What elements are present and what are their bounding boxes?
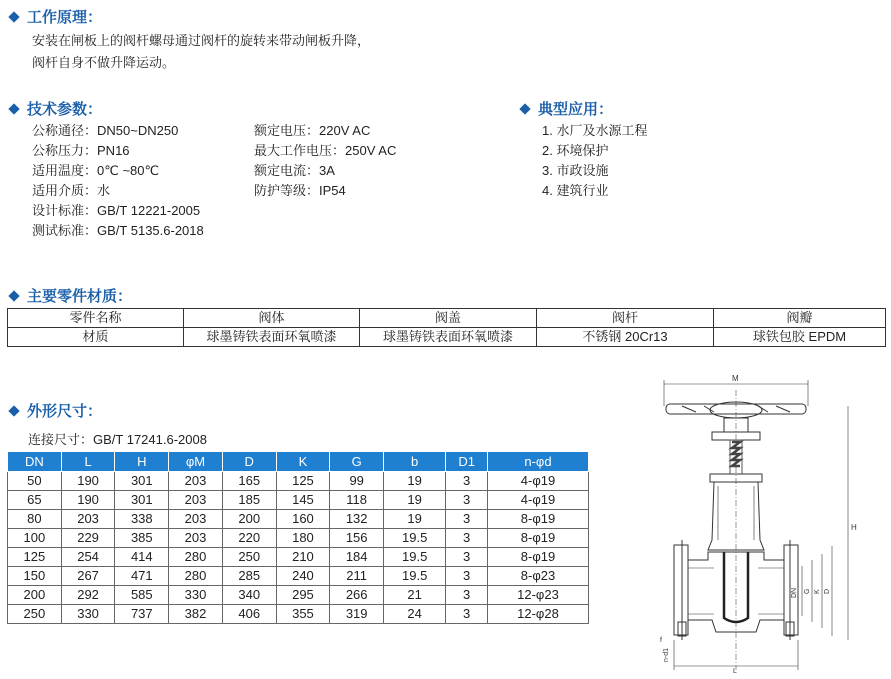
table-cell: 585: [115, 586, 169, 605]
tech-heading: [10, 98, 102, 119]
table-cell: 24: [384, 605, 446, 624]
table-cell: 4-φ19: [487, 472, 588, 491]
table-cell: 229: [61, 529, 115, 548]
table-cell: 4-φ19: [487, 491, 588, 510]
table-cell: 190: [61, 491, 115, 510]
column-header: D: [222, 452, 276, 472]
table-cell: 145: [276, 491, 330, 510]
param-value: GB/T 5135.6-2018: [97, 223, 204, 238]
table-cell: 414: [115, 548, 169, 567]
param-value: PN16: [97, 143, 130, 158]
table-row: [8, 548, 589, 567]
table-cell: 80: [8, 510, 62, 529]
principle-line-1: 安装在闸板上的阀杆螺母通过阀杆的旋转来带动闸板升降，: [32, 33, 371, 48]
column-header: K: [276, 452, 330, 472]
table-cell: 阀瓣: [714, 309, 886, 328]
table-header-row: [8, 452, 589, 472]
table-cell: 阀杆: [537, 309, 714, 328]
app-item: 4. 建筑行业: [542, 183, 609, 198]
param-value: 220V AC: [319, 123, 371, 138]
table-cell: 340: [222, 586, 276, 605]
table-cell: 185: [222, 491, 276, 510]
table-cell: 292: [61, 586, 115, 605]
table-cell: 355: [276, 605, 330, 624]
table-cell: 3: [446, 491, 488, 510]
table-cell: 203: [169, 529, 223, 548]
table-row: [8, 586, 589, 605]
table-row: [8, 328, 886, 347]
label-l: L: [733, 668, 737, 675]
table-cell: 125: [276, 472, 330, 491]
table-cell: 8-φ23: [487, 567, 588, 586]
table-cell: 203: [169, 510, 223, 529]
table-cell: 203: [61, 510, 115, 529]
table-cell: 250: [222, 548, 276, 567]
param-value: IP54: [319, 183, 346, 198]
app-item: 1. 水厂及水源工程: [542, 123, 648, 138]
tech-param: [254, 181, 396, 201]
table-cell: 160: [276, 510, 330, 529]
tech-param: [32, 181, 204, 201]
table-cell: 50: [8, 472, 62, 491]
table-row: [8, 491, 589, 510]
table-cell: 220: [222, 529, 276, 548]
principle-line-2: 阀杆自身不做升降运动。: [32, 55, 176, 70]
table-cell: 阀体: [184, 309, 360, 328]
table-cell: 150: [8, 567, 62, 586]
table-cell: 280: [169, 548, 223, 567]
tech-param: [32, 201, 204, 221]
table-cell: 球墨铸铁表面环氧喷漆: [360, 328, 537, 347]
param-value: 0℃ ~80℃: [97, 163, 160, 178]
table-cell: 200: [222, 510, 276, 529]
table-cell: 737: [115, 605, 169, 624]
table-cell: 266: [330, 586, 384, 605]
dims-heading: [10, 400, 102, 421]
table-cell: 19: [384, 491, 446, 510]
table-cell: 21: [384, 586, 446, 605]
table-cell: 190: [61, 472, 115, 491]
diamond-bullet-icon: [519, 103, 530, 114]
tech-right-list: [254, 121, 396, 201]
table-cell: 19: [384, 510, 446, 529]
table-cell: 3: [446, 472, 488, 491]
param-key: 防护等级：: [254, 183, 320, 198]
param-key: 测试标准：: [32, 223, 98, 238]
label-f: f: [660, 637, 662, 644]
column-header: b: [384, 452, 446, 472]
app-item: 2. 环境保护: [542, 143, 609, 158]
label-dn: DN: [791, 587, 798, 598]
table-cell: 12-φ28: [487, 605, 588, 624]
table-cell: 19.5: [384, 567, 446, 586]
table-cell: 8-φ19: [487, 548, 588, 567]
table-cell: 3: [446, 548, 488, 567]
table-cell: 210: [276, 548, 330, 567]
param-key: 最大工作电压：: [254, 143, 346, 158]
valve-drawing: [652, 370, 888, 675]
table-cell: 12-φ23: [487, 586, 588, 605]
param-value: GB/T 12221-2005: [97, 203, 201, 218]
table-cell: 203: [169, 491, 223, 510]
app-item: 3. 市政设施: [542, 163, 609, 178]
table-cell: 3: [446, 605, 488, 624]
materials-table: [7, 308, 886, 347]
connect-standard: 连接尺寸：GB/T 17241.6-2008: [28, 432, 207, 447]
column-header: DN: [8, 452, 62, 472]
table-cell: 254: [61, 548, 115, 567]
tech-param: [32, 161, 204, 181]
table-cell: 330: [61, 605, 115, 624]
param-value: 3A: [319, 163, 335, 178]
table-cell: 100: [8, 529, 62, 548]
table-cell: 材质: [8, 328, 184, 347]
table-row: [8, 510, 589, 529]
table-cell: 338: [115, 510, 169, 529]
table-cell: 19.5: [384, 529, 446, 548]
table-cell: 382: [169, 605, 223, 624]
param-key: 适用介质：: [32, 183, 98, 198]
table-cell: 8-φ19: [487, 529, 588, 548]
table-cell: 267: [61, 567, 115, 586]
param-key: 额定电压：: [254, 123, 320, 138]
table-cell: 184: [330, 548, 384, 567]
tech-param: [32, 221, 204, 241]
label-g: G: [804, 588, 811, 594]
stem-thread: [732, 442, 740, 466]
table-row: [8, 605, 589, 624]
label-m: M: [732, 374, 739, 383]
principle-heading: [10, 6, 102, 27]
param-key: 设计标准：: [32, 203, 98, 218]
materials-title: 主要零件材质：: [27, 288, 133, 305]
column-header: G: [330, 452, 384, 472]
label-k: K: [814, 589, 821, 594]
tech-param: [254, 141, 396, 161]
label-d: D: [824, 588, 831, 594]
dims-title: 外形尺寸：: [27, 403, 103, 420]
table-cell: 285: [222, 567, 276, 586]
table-cell: 319: [330, 605, 384, 624]
apps-list: [542, 121, 647, 201]
param-key: 额定电流：: [254, 163, 320, 178]
table-cell: 3: [446, 586, 488, 605]
tech-param: [254, 161, 396, 181]
table-cell: 301: [115, 472, 169, 491]
table-row: [8, 567, 589, 586]
table-row: [8, 472, 589, 491]
table-cell: 203: [169, 472, 223, 491]
table-cell: 132: [330, 510, 384, 529]
param-key: 适用温度：: [32, 163, 98, 178]
tech-left-list: [32, 121, 204, 241]
tech-param: [32, 141, 204, 161]
table-cell: 211: [330, 567, 384, 586]
table-cell: 165: [222, 472, 276, 491]
table-cell: 阀盖: [360, 309, 537, 328]
table-cell: 180: [276, 529, 330, 548]
column-header: H: [115, 452, 169, 472]
dimensions-table: [7, 451, 589, 624]
table-cell: 19.5: [384, 548, 446, 567]
param-value: DN50~DN250: [97, 123, 179, 138]
diamond-bullet-icon: [8, 290, 19, 301]
column-header: φM: [169, 452, 223, 472]
apps-title: 典型应用：: [538, 101, 614, 118]
table-cell: 471: [115, 567, 169, 586]
column-header: L: [61, 452, 115, 472]
table-cell: 球铁包胶 EPDM: [714, 328, 886, 347]
table-cell: 3: [446, 529, 488, 548]
tech-param: [254, 121, 396, 141]
table-cell: 301: [115, 491, 169, 510]
apps-heading: [521, 98, 613, 119]
table-cell: 240: [276, 567, 330, 586]
param-value: 水: [97, 183, 111, 198]
table-cell: 球墨铸铁表面环氧喷漆: [184, 328, 360, 347]
table-cell: 156: [330, 529, 384, 548]
param-value: 250V AC: [345, 143, 397, 158]
table-cell: 406: [222, 605, 276, 624]
label-nd1: n-d1: [663, 647, 670, 662]
tech-title: 技术参数：: [27, 101, 103, 118]
table-row: [8, 309, 886, 328]
materials-heading: [10, 285, 132, 306]
table-cell: 3: [446, 567, 488, 586]
label-h: H: [851, 523, 857, 532]
table-cell: 8-φ19: [487, 510, 588, 529]
diamond-bullet-icon: [8, 11, 19, 22]
table-cell: 3: [446, 510, 488, 529]
table-cell: 385: [115, 529, 169, 548]
param-key: 公称压力：: [32, 143, 98, 158]
table-cell: 200: [8, 586, 62, 605]
table-cell: 零件名称: [8, 309, 184, 328]
diamond-bullet-icon: [8, 103, 19, 114]
table-row: [8, 529, 589, 548]
table-cell: 250: [8, 605, 62, 624]
diamond-bullet-icon: [8, 405, 19, 416]
table-cell: 280: [169, 567, 223, 586]
table-cell: 118: [330, 491, 384, 510]
principle-title: 工作原理：: [27, 9, 103, 26]
table-cell: 125: [8, 548, 62, 567]
table-cell: 99: [330, 472, 384, 491]
table-cell: 295: [276, 586, 330, 605]
param-key: 公称通径：: [32, 123, 98, 138]
table-cell: 65: [8, 491, 62, 510]
table-cell: 330: [169, 586, 223, 605]
table-cell: 不锈钢 20Cr13: [537, 328, 714, 347]
column-header: n-φd: [487, 452, 588, 472]
tech-param: [32, 121, 204, 141]
column-header: D1: [446, 452, 488, 472]
table-cell: 19: [384, 472, 446, 491]
